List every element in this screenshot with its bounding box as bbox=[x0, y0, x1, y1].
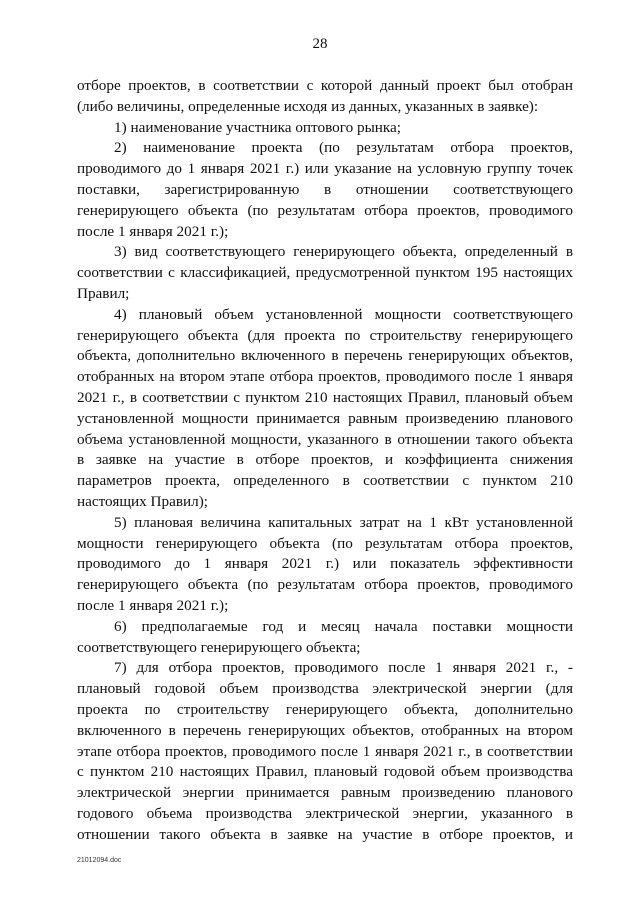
text-line: Правил; bbox=[77, 284, 130, 302]
text-line: годового объема производства электрической энергии, указанного в bbox=[77, 804, 573, 822]
document-footer-filename: 21012094.doc bbox=[77, 857, 122, 864]
text-line: объема установленной мощности, указанного в отношении такого объекта bbox=[77, 430, 573, 448]
text-line: после 1 января 2021 г.); bbox=[77, 222, 229, 240]
text-line: отобранных на втором этапе отбора проектов, проводимого после 1 января bbox=[77, 368, 573, 386]
text-line: отношении такого объекта в заявке на участие в отборе проектов, и bbox=[77, 825, 573, 843]
text-line: объекта, дополнительно включенного в перечень генерирующих объектов, bbox=[77, 347, 573, 365]
text-line: 2) наименование проекта (по результатам отбора проектов, bbox=[114, 139, 573, 157]
text-line: проекта по строительству генерирующего объекта, дополнительно bbox=[77, 700, 573, 718]
list-item-6 bbox=[77, 617, 573, 659]
text-line: настоящих Правил); bbox=[77, 492, 209, 510]
text-line: соответствии с классификацией, предусмотренной пунктом 195 настоящих bbox=[77, 264, 573, 282]
list-item-2 bbox=[77, 138, 573, 242]
page-number: 28 bbox=[312, 36, 328, 52]
text-line: 3) вид соответствующего генерирующего объекта, определенный в bbox=[114, 243, 573, 261]
text-line: параметров проекта, определенного в соответствии с пунктом 210 bbox=[77, 472, 573, 490]
list-item-1 bbox=[77, 118, 573, 139]
text-line: 2021 г., в соответствии с пунктом 210 настоящих Правил, плановый объем bbox=[77, 388, 573, 406]
list-item-3 bbox=[77, 242, 573, 304]
text-line: в заявке на участие в отборе проектов, и коэффициента снижения bbox=[77, 451, 573, 469]
text-line: 1) наименование участника оптового рынка; bbox=[114, 118, 402, 136]
text-line: включенного в перечень генерирующих объектов, отобранных на втором bbox=[77, 721, 573, 739]
list-item-5 bbox=[77, 513, 573, 617]
text-line: установленной мощности принимается равным произведению планового bbox=[77, 409, 573, 427]
text-line: проводимого до 1 января 2021 г.) или указание на условную группу точек bbox=[77, 160, 573, 178]
text-line: отборе проектов, в соответствии с которой данный проект был отобран bbox=[77, 77, 573, 94]
text-line: генерирующего объекта (для проекта по строительству генерирующего bbox=[77, 326, 573, 344]
text-line: после 1 января 2021 г.); bbox=[77, 596, 229, 614]
text-line: мощности генерирующего объекта (по результатам отбора проектов, bbox=[77, 534, 573, 552]
text-line: плановый годовой объем производства электрической энергии (для bbox=[77, 680, 573, 698]
list-item-7 bbox=[77, 658, 573, 845]
text-line: (либо величины, определенные исходя из данных, указанных в заявке): bbox=[77, 97, 539, 115]
text-line: электрической энергии принимается равным произведению планового bbox=[77, 784, 573, 802]
text-line: 7) для отбора проектов, проводимого после 1 января 2021 г., - bbox=[114, 659, 573, 677]
text-line: генерирующего объекта (по результатам отбора проектов, проводимого bbox=[77, 576, 573, 594]
text-line: генерирующего объекта (по результатам отбора проектов, проводимого bbox=[77, 201, 573, 219]
text-line: 5) плановая величина капитальных затрат на 1 кВт установленной bbox=[114, 513, 573, 531]
text-line: поставки, зарегистрированную в отношении соответствующего bbox=[77, 180, 573, 198]
paragraph-continuation bbox=[77, 76, 573, 118]
text-line: 4) плановый объем установленной мощности соответствующего bbox=[114, 305, 573, 323]
text-line: соответствующего генерирующего объекта; bbox=[77, 638, 361, 656]
text-line: этапе отбора проектов, проводимого после 1 января 2021 г., в соответствии bbox=[77, 742, 573, 760]
document-body bbox=[77, 76, 573, 845]
text-line: с пунктом 210 настоящих Правил, плановый годовой объем производства bbox=[77, 763, 573, 781]
text-line: проводимого до 1 января 2021 г.) или показатель эффективности bbox=[77, 555, 573, 573]
text-line: 6) предполагаемые год и месяц начала поставки мощности bbox=[114, 617, 573, 635]
list-item-4 bbox=[77, 305, 573, 513]
